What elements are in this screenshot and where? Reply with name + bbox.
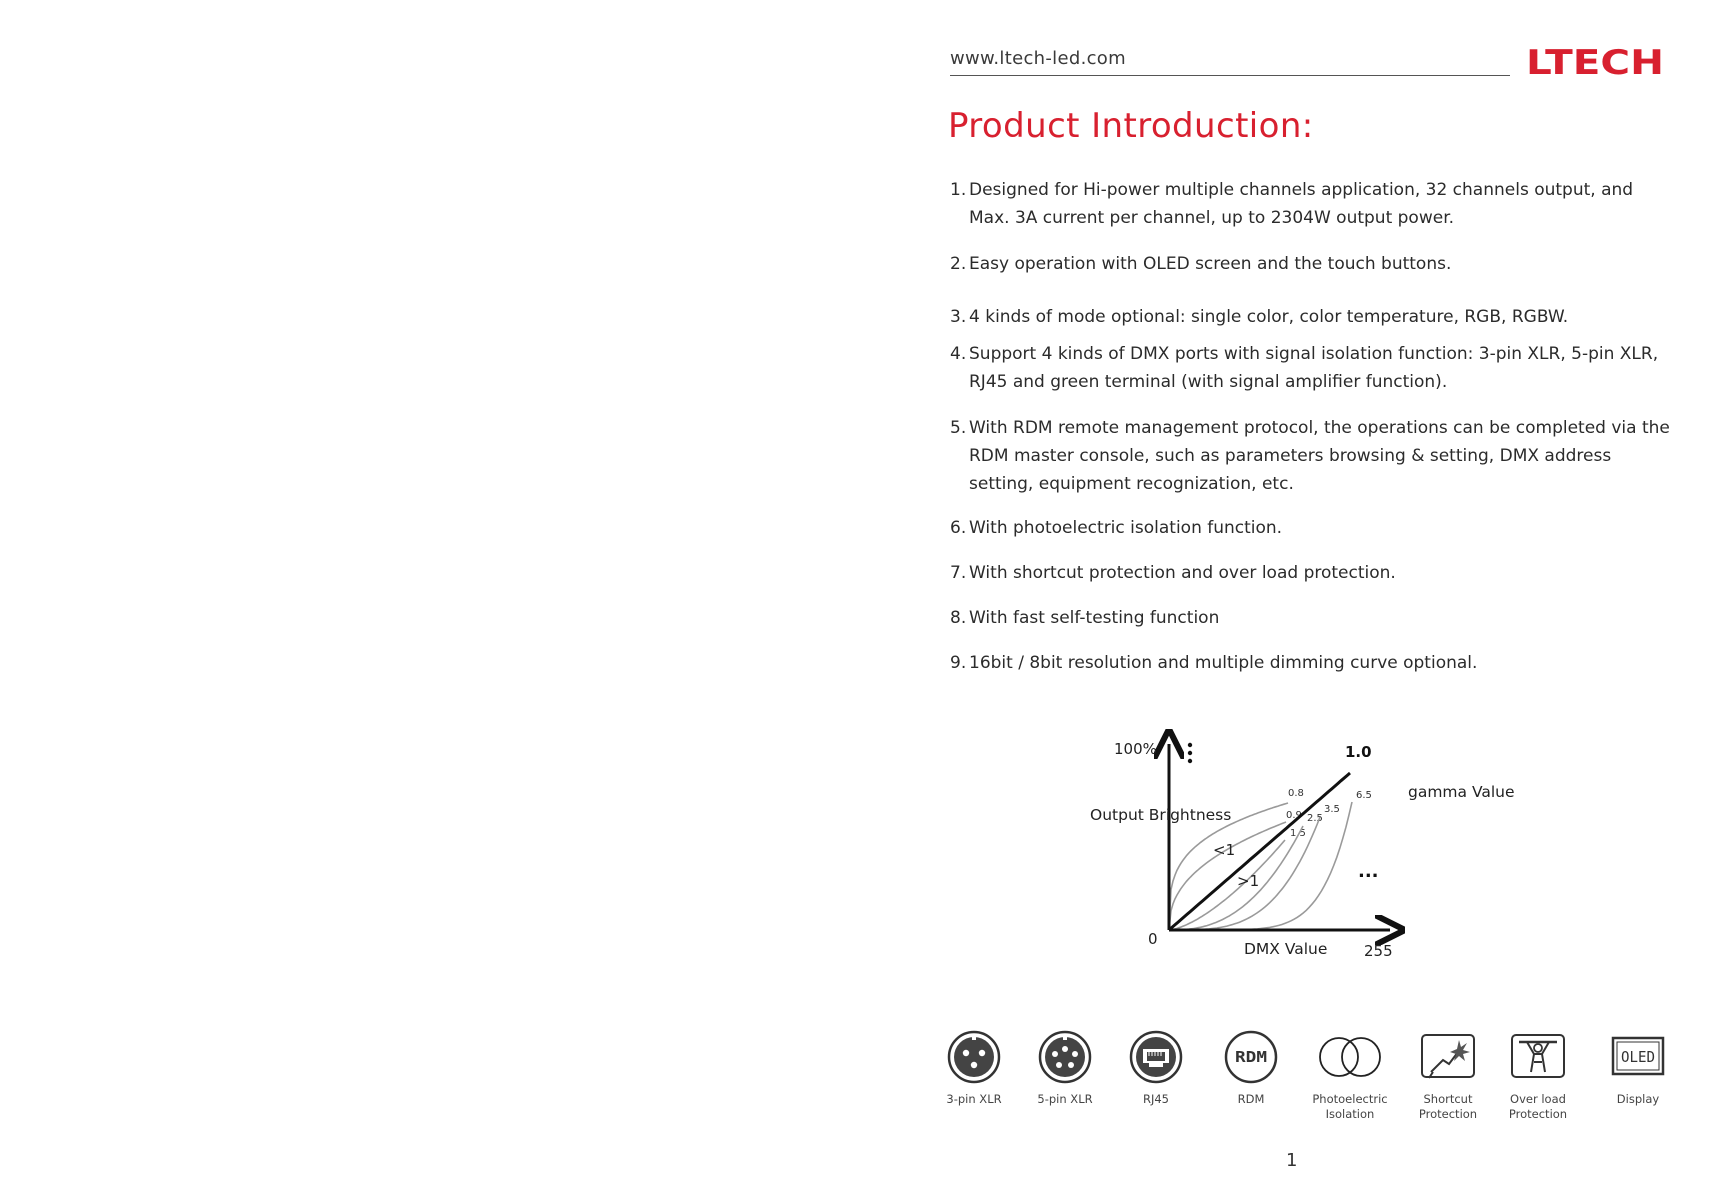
feature-number: 7. [950,563,967,583]
region-below-label: <1 [1213,841,1236,859]
header-rule [950,75,1510,76]
linear-label: 1.0 [1345,743,1372,761]
icon-photoelectric-isolation [1295,1030,1405,1122]
gamma-label-2.5: 2.5 [1307,813,1323,824]
gamma-label-3.5: 3.5 [1324,804,1340,815]
icon-label: Over load Protection [1508,1092,1568,1121]
icon-label: Display [1616,1092,1660,1106]
feature-number: 4. [950,344,967,364]
icon-overload-protection [1483,1030,1593,1122]
x-max-label: 255 [1364,942,1393,960]
rdm-icon [1224,1030,1278,1084]
feature-text: With shortcut protection and over load protection. [969,563,1396,583]
page-number: 1 [1286,1150,1298,1171]
x-axis-label: DMX Value [1244,940,1328,958]
feature-number: 8. [950,608,967,628]
curve-ellipsis: ... [1358,861,1379,882]
icon-rdm [1196,1030,1306,1107]
feature-text: With fast self-testing function [969,608,1220,628]
ltech-logo-text: LTECH [1526,44,1664,78]
icon-display [1583,1030,1693,1107]
feature-text: Support 4 kinds of DMX ports with signal isolation function: 3-pin XLR, 5-pin XLR, RJ45 and green terminal (with signal amplifier function). [969,344,1659,392]
gamma-curve-1.0 [1169,773,1350,930]
feature-item-4 [950,340,1670,396]
feature-item-8 [950,604,1670,632]
page-title: Product Introduction: [948,106,1314,146]
rj45-icon [1129,1030,1183,1084]
icon-label: 5-pin XLR [1037,1092,1093,1106]
icon-label: 3-pin XLR [946,1092,1002,1106]
feature-text: 16bit / 8bit resolution and multiple dimming curve optional. [969,653,1478,673]
shortcut-protection-icon [1419,1030,1477,1084]
photoelectric-isolation-icon [1315,1030,1385,1084]
feature-item-2 [950,250,1670,278]
feature-number: 2. [950,254,967,274]
feature-text: Designed for Hi-power multiple channels application, 32 channels output, and Max. 3A current per channel, up to 2304W output power. [969,180,1634,228]
feature-number: 5. [950,418,967,438]
region-above-label: >1 [1237,872,1260,890]
ltech-logo [1526,44,1666,78]
y-ellipsis-dot [1188,743,1192,747]
gamma-curves [1169,773,1372,930]
feature-text: With photoelectric isolation function. [969,518,1283,538]
x-min-label: 0 [1148,930,1158,948]
svg-text:OLED: OLED [1621,1048,1655,1066]
icon-rj45 [1101,1030,1211,1107]
xlr-3pin-icon [947,1030,1001,1084]
y-axis-label: Output Brightness [1090,806,1232,824]
gamma-label-0.8: 0.8 [1288,788,1304,799]
icon-label: Photoelectric Isolation [1312,1092,1388,1121]
y-ellipsis-dot [1188,759,1192,763]
feature-item-5 [950,414,1670,498]
y-ellipsis-dot [1188,751,1192,755]
feature-item-7 [950,559,1670,587]
overload-protection-icon [1509,1030,1567,1084]
feature-item-1 [950,176,1670,232]
feature-number: 6. [950,518,967,538]
y-max-label: 100% [1114,740,1157,758]
feature-item-6 [950,514,1670,542]
feature-text: With RDM remote management protocol, the operations can be completed via the RDM master console, such as parameters browsing & setting, DMX address setting, equipment recognization, etc. [969,418,1670,494]
gamma-label-6.5: 6.5 [1356,790,1372,801]
website-url[interactable]: www.ltech-led.com [950,48,1126,69]
feature-item-3 [950,303,1670,331]
feature-text: 4 kinds of mode optional: single color, color temperature, RGB, RGBW. [969,307,1569,327]
xlr-5pin-icon [1038,1030,1092,1084]
feature-number: 3. [950,307,967,327]
legend-title: gamma Value [1408,783,1515,801]
feature-item-9 [950,649,1670,677]
icon-label: RDM [1237,1092,1265,1106]
feature-number: 1. [950,180,967,200]
svg-text:RDM: RDM [1235,1048,1267,1066]
icon-label: RJ45 [1142,1092,1169,1106]
gamma-curve-chart [1090,728,1530,968]
gamma-label-0.9: 0.9 [1286,810,1302,821]
feature-text: Easy operation with OLED screen and the touch buttons. [969,254,1452,274]
gamma-label-1.5: 1.5 [1290,828,1306,839]
icon-label: Shortcut Protection [1418,1092,1478,1121]
feature-number: 9. [950,653,967,673]
oled-display-icon [1610,1030,1666,1084]
